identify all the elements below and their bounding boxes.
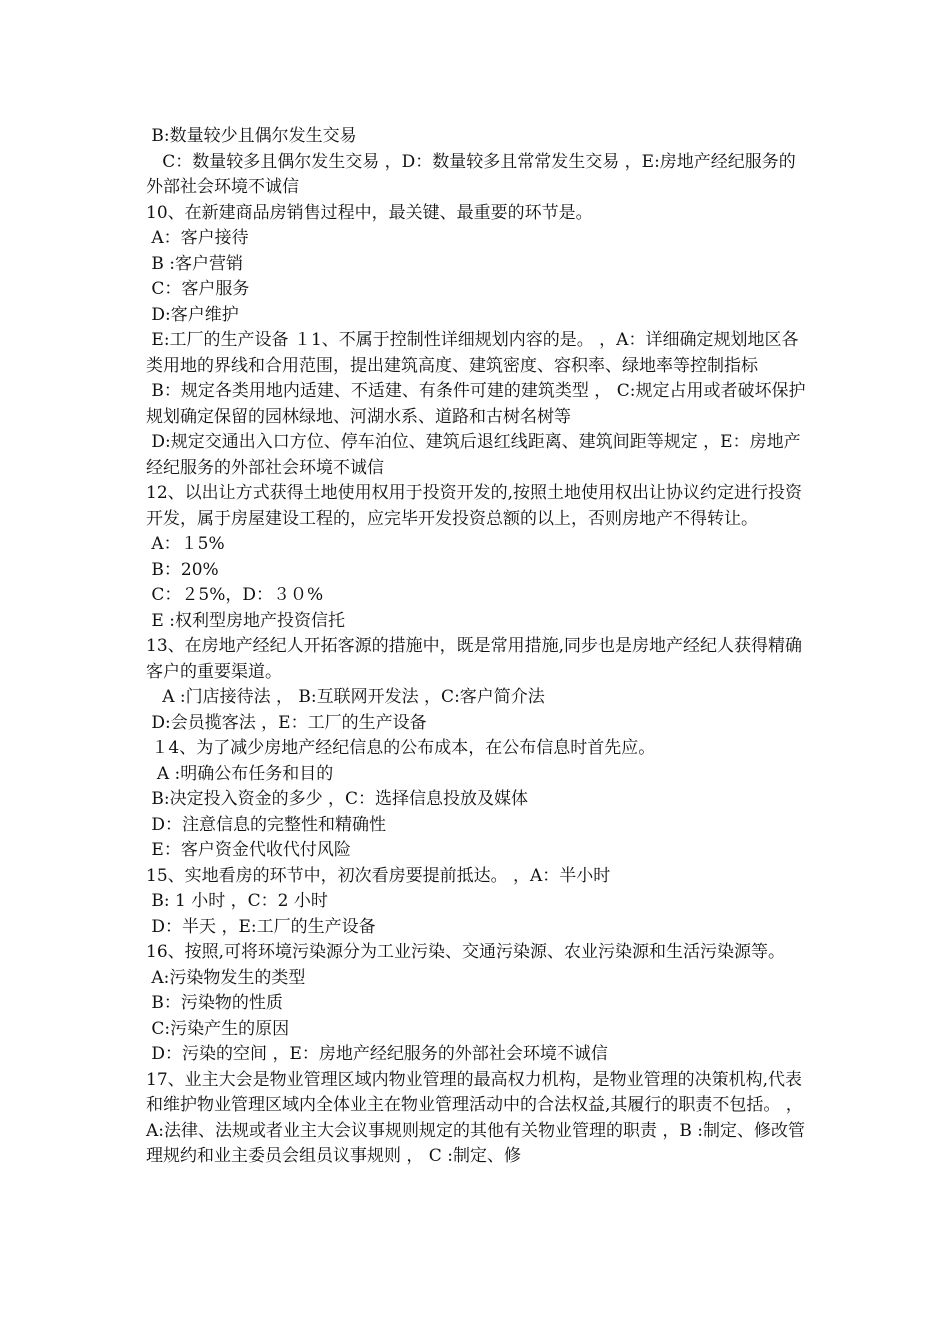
text-line: D:客户维护 — [146, 304, 239, 325]
text-line: D：半天 ，E:工厂的生产设备 — [146, 916, 376, 937]
text-line: B :客户营销 — [146, 253, 244, 274]
text-line: B：20% — [146, 559, 219, 580]
question-17: 17、业主大会是物业管理区域内物业管理的最高权力机构，是物业管理的决策机构,代表和维护物业管理区域内全体业主在物业管理活动中的合法权益,其履行的职责不包括。 ，A:法律、法规或者业主大会议事规则规定的其他有关物业管理的职责 ，B :制定、修改管理规约和业主委员会组员议事规则 ， C :制定、修 — [146, 1069, 806, 1166]
text-line: A：客户接待 — [146, 228, 249, 248]
text-line: A :门店接待法 ， B:互联网开发法 ，C:客户简介法 — [146, 687, 545, 707]
text-line: C：客户服务 — [146, 279, 250, 299]
question-13: 13、在房地产经纪人开拓客源的措施中，既是常用措施,同步也是房地产经纪人获得精确客户的重要渠道。 — [146, 636, 803, 682]
text-line: E :权利型房地产投资信托 — [146, 610, 345, 631]
text-line: E：客户资金代收代付风险 — [146, 840, 351, 860]
question-16: 16、按照,可将环境污染源分为工业污染、交通污染源、农业污染源和生活污染源等。 — [146, 942, 786, 962]
text-line: D:会员揽客法 ，E：工厂的生产设备 — [146, 712, 427, 733]
text-line: C:污染产生的原因 — [146, 1018, 290, 1039]
question-10: 10、在新建商品房销售过程中，最关键、最重要的环节是。 — [146, 202, 593, 223]
text-line: B: 1 小时 ，C：2 小时 — [146, 891, 328, 911]
text-line: D：注意信息的完整性和精确性 — [146, 814, 387, 835]
document-body — [146, 124, 810, 1170]
text-line: B：污染物的性质 — [146, 993, 283, 1013]
text-line: B:数量较少且偶尔发生交易 — [146, 126, 357, 146]
question-15: 15、实地看房的环节中，初次看房要提前抵达。 ，A：半小时 — [146, 865, 611, 886]
question-12: 12、以出让方式获得土地使用权用于投资开发的,按照土地使用权出让协议约定进行投资开发，属于房屋建设工程的，应完毕开发投资总额的以上，否则房地产不得转让。 — [146, 483, 803, 529]
text-line: A：１5% — [146, 534, 225, 554]
text-line: C：２5%，D：３０% — [146, 585, 324, 605]
text-line: D:规定交通出入口方位、停车泊位、建筑后退红线距离、建筑间距等规定 ，E：房地产经纪服务的外部社会环境不诚信 — [146, 432, 801, 478]
text-line: A :明确公布任务和目的 — [146, 763, 334, 784]
question-11: E:工厂的生产设备 １1、不属于控制性详细规划内容的是。 ，A：详细确定规划地区各类用地的界线和合用范围，提出建筑高度、建筑密度、容积率、绿地率等控制指标 — [146, 330, 799, 376]
question-14: １4、为了减少房地产经纪信息的公布成本，在公布信息时首先应。 — [146, 738, 656, 758]
text-line: C：数量较多且偶尔发生交易 ，D：数量较多且常常发生交易 ，E:房地产经纪服务的外部社会环境不诚信 — [146, 151, 796, 197]
text-line: B：规定各类用地内适建、不适建、有条件可建的建筑类型 ， C:规定占用或者破坏保护规划确定保留的园林绿地、河湖水系、道路和古树名树等 — [146, 381, 806, 427]
text-line: A:污染物发生的类型 — [146, 967, 306, 988]
text-line: B:决定投入资金的多少 ，C：选择信息投放及媒体 — [146, 789, 529, 809]
text-line: D：污染的空间 ，E：房地产经纪服务的外部社会环境不诚信 — [146, 1044, 608, 1064]
